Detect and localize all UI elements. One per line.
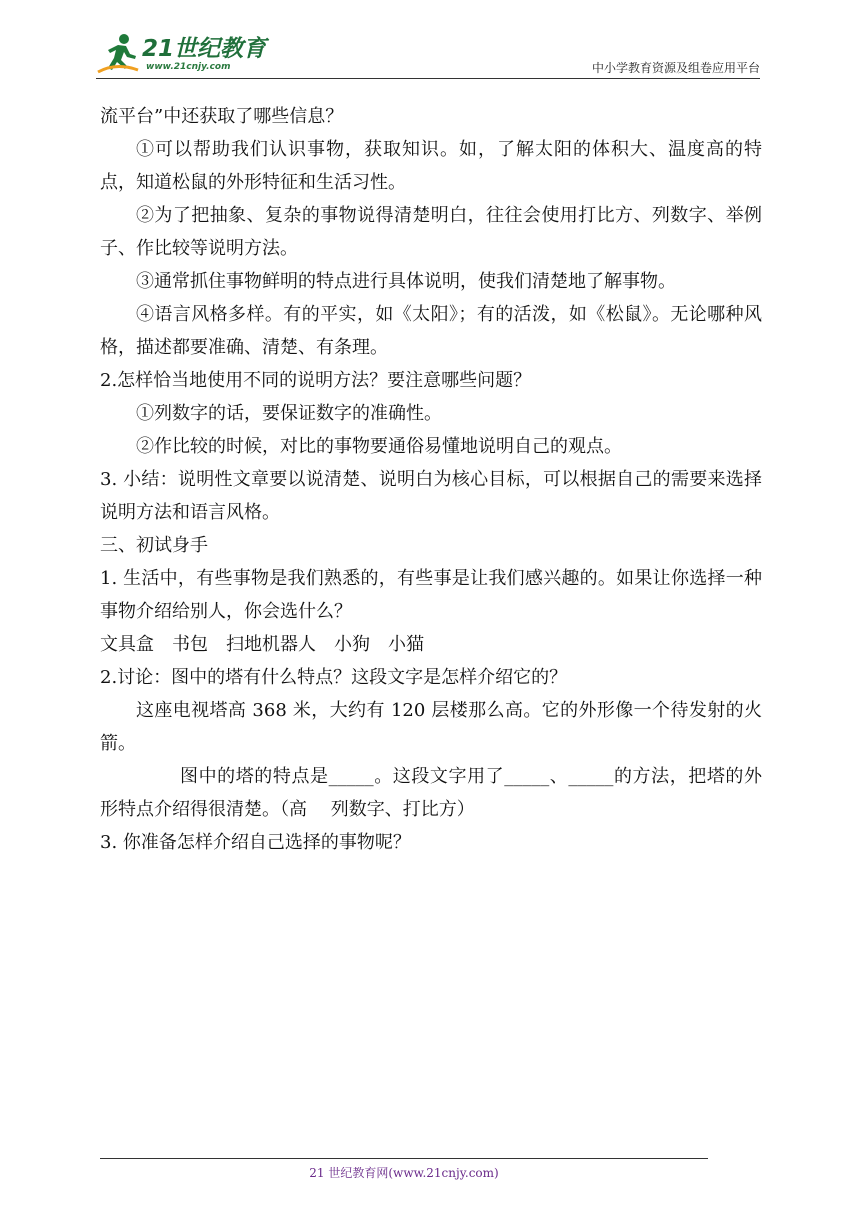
logo-url: www.21cnjy.com bbox=[146, 62, 231, 72]
options-line: 文具盒 书包 扫地机器人 小狗 小猫 bbox=[100, 634, 424, 655]
footer-text: 21 世纪教育网(www.21cnjy.com) bbox=[309, 1166, 499, 1180]
question-heading: 3. 你准备怎样介绍自己选择的事物呢？ bbox=[100, 832, 411, 853]
logo-title: 21世纪教育 bbox=[142, 36, 267, 62]
summary-paragraph: 3. 小结：说明性文章要以说清楚、说明白为核心目标，可以根据自己的需要来选择说明方法和语言风格。 bbox=[100, 469, 762, 523]
document-body bbox=[100, 100, 762, 859]
page-header bbox=[96, 26, 760, 78]
footer-divider bbox=[100, 1158, 708, 1159]
fill-in-paragraph: 图中的塔的特点是_____。这段文字用了_____、_____的方法，把塔的外形特点介绍得很清楚。（高 列数字、打比方） bbox=[100, 766, 762, 820]
paragraph: ①列数字的话，要保证数字的准确性。 bbox=[136, 403, 442, 424]
paragraph: ③通常抓住事物鲜明的特点进行具体说明，使我们清楚地了解事物。 bbox=[136, 271, 676, 292]
paragraph: ①可以帮助我们认识事物，获取知识。如，了解太阳的体积大、温度高的特点，知道松鼠的外形特征和生活习性。 bbox=[100, 139, 762, 193]
header-divider bbox=[96, 78, 760, 79]
example-paragraph: 这座电视塔高 368 米，大约有 120 层楼那么高。它的外形像一个待发射的火箭。 bbox=[100, 700, 762, 754]
paragraph: 流平台”中还获取了哪些信息？ bbox=[100, 106, 344, 127]
question-heading: 2.怎样恰当地使用不同的说明方法？要注意哪些问题？ bbox=[100, 370, 532, 391]
paragraph: ④语言风格多样。有的平实，如《太阳》；有的活泼，如《松鼠》。无论哪种风格，描述都要准确、清楚、有条理。 bbox=[100, 304, 762, 358]
paragraph: ②为了把抽象、复杂的事物说得清楚明白，往往会使用打比方、列数字、举例子、作比较等说明方法。 bbox=[100, 205, 762, 259]
section-heading: 三、初试身手 bbox=[100, 535, 208, 556]
paragraph: ②作比较的时候，对比的事物要通俗易懂地说明自己的观点。 bbox=[136, 436, 622, 457]
runner-logo-icon bbox=[96, 32, 140, 77]
logo bbox=[96, 32, 267, 77]
platform-name: 中小学教育资源及组卷应用平台 bbox=[591, 61, 760, 75]
question-paragraph: 1. 生活中，有些事物是我们熟悉的，有些事是让我们感兴趣的。如果让你选择一种事物介绍给别人，你会选什么？ bbox=[100, 568, 762, 622]
question-heading: 2.讨论：图中的塔有什么特点？这段文字是怎样介绍它的？ bbox=[100, 667, 568, 688]
